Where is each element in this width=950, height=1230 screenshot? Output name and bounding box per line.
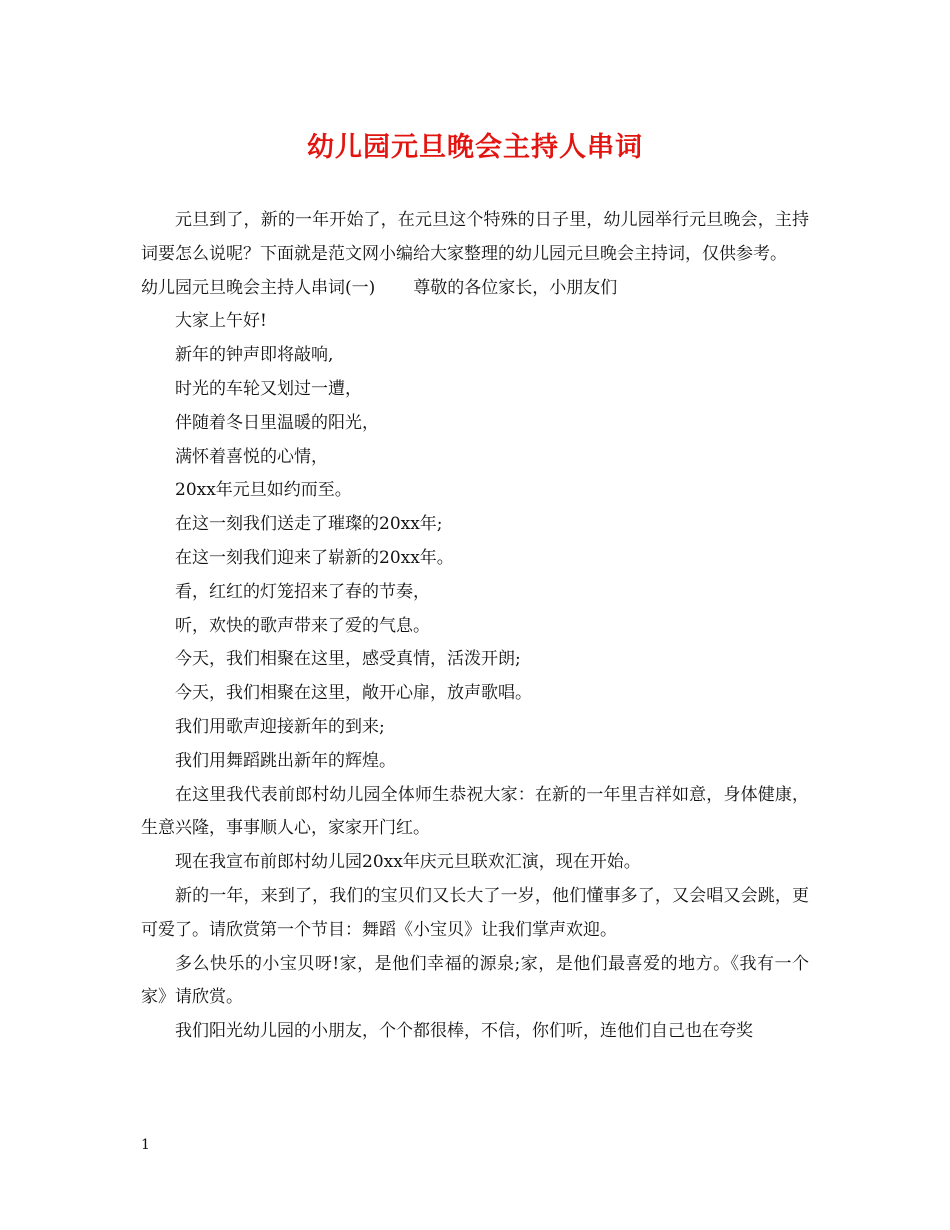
speech-line: 我们用舞蹈跳出新年的辉煌。 <box>175 750 396 771</box>
speech-line: 听，欢快的歌声带来了爱的气息。 <box>175 615 430 636</box>
speech-line: 今天，我们相聚在这里，感受真情，活泼开朗; <box>175 649 521 670</box>
speech-paragraph: 我们阳光幼儿园的小朋友，个个都很棒，不信，你们听，连他们自己也在夸奖 <box>175 1021 753 1042</box>
speech-line: 在这一刻我们迎来了崭新的20xx年。 <box>175 547 454 568</box>
speech-line: 今天，我们相聚在这里，敞开心扉，放声歌唱。 <box>175 683 532 704</box>
intro-paragraph: 元旦到了，新的一年开始了，在元旦这个特殊的日子里，幼儿园举行元旦晚会，主持词要怎么说呢？下面就是范文网小编给大家整理的幼儿园元旦晚会主持词，仅供参考。 <box>141 210 809 264</box>
speech-line: 20xx年元旦如约而至。 <box>175 480 352 501</box>
speech-line: 看，红红的灯笼招来了春的节奏， <box>175 581 430 602</box>
speech-line: 我们用歌声迎接新年的到来; <box>175 716 385 737</box>
speech-paragraph: 新的一年，来到了，我们的宝贝们又长大了一岁，他们懂事多了，又会唱又会跳，更可爱了。请欣赏第一个节目：舞蹈《小宝贝》让我们掌声欢迎。 <box>141 885 809 940</box>
section-heading-tail: 尊敬的各位家长，小朋友们 <box>413 277 618 298</box>
document-title: 幼儿园元旦晚会主持人串词 <box>307 132 643 163</box>
speech-line: 大家上午好! <box>175 311 267 332</box>
speech-line: 新年的钟声即将敲响, <box>175 345 334 366</box>
speech-paragraph: 在这里我代表前郎村幼儿园全体师生恭祝大家：在新的一年里吉祥如意，身体健康，生意兴隆，事事顺人心，家家开门红。 <box>141 784 809 839</box>
document-body <box>141 204 809 1049</box>
speech-line: 时光的车轮又划过一遭， <box>175 378 362 399</box>
speech-paragraph: 多么快乐的小宝贝呀!家，是他们幸福的源泉;家，是他们最喜爱的地方。《我有一个家》请欣赏。 <box>141 953 809 1008</box>
section-heading-line <box>141 272 809 306</box>
speech-line: 在这一刻我们送走了璀璨的20xx年; <box>175 514 443 535</box>
section-heading: 幼儿园元旦晚会主持人串词(一) <box>141 277 376 298</box>
speech-paragraph: 现在我宣布前郎村幼儿园20xx年庆元旦联欢汇演，现在开始。 <box>175 852 641 873</box>
page-number: 1 <box>141 1137 150 1153</box>
speech-line: 满怀着喜悦的心情， <box>175 446 328 467</box>
speech-line: 伴随着冬日里温暖的阳光， <box>175 412 379 433</box>
